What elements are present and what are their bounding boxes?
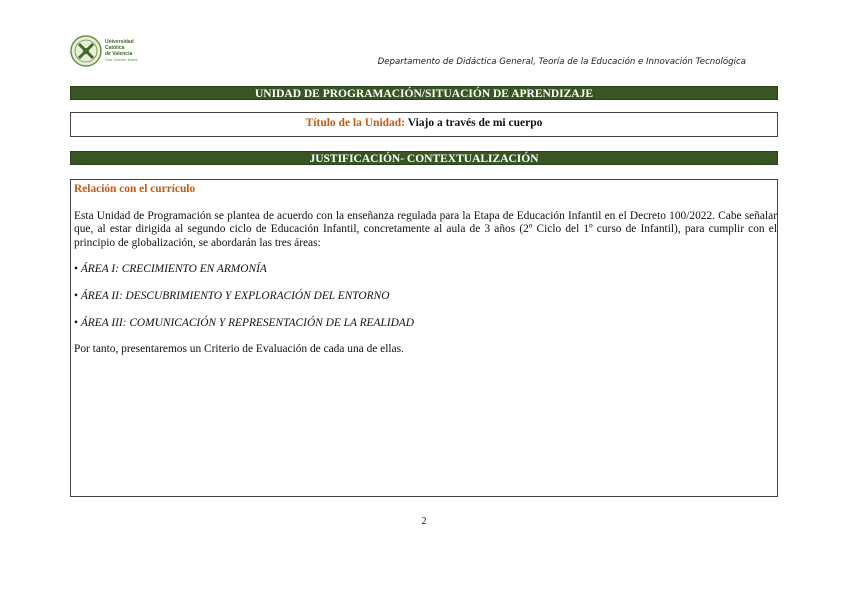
unit-heading-bar: UNIDAD DE PROGRAMACIÓN/SITUACIÓN DE APRENDIZAJE (70, 86, 778, 100)
area-item: • ÁREA III: COMUNICACIÓN Y REPRESENTACIÓN DE LA REALIDAD (74, 316, 414, 329)
justification-paragraph: Esta Unidad de Programación se plantea de acuerdo con la enseñanza regulada para la Etapa de Educación Infantil en el Decreto 100/2022. Cabe señalar que, al estar dirigida al segundo ciclo de Educación Infantil, concretamente al aula de 3 años (2º Ciclo del 1º curso de Infantil), para cumplir con el principio de globalización, se abordarán las tres áreas: (74, 209, 777, 249)
area-item-label: ÁREA I: CRECIMIENTO EN ARMONÍA (80, 263, 267, 276)
page-number: 2 (421, 516, 427, 527)
justification-heading-bar: JUSTIFICACIÓN- CONTEXTUALIZACIÓN (70, 151, 778, 165)
department-name: Departamento de Didáctica General, Teoría de la Educación e Innovación Tecnológica (377, 57, 746, 67)
university-seal-icon (70, 35, 102, 67)
closing-paragraph: Por tanto, presentaremos un Criterio de Evaluación de cada una de ellas. (74, 343, 404, 356)
logo-line-3: de Valencia (105, 51, 133, 57)
logo-line-4: San Vicente Mártir (105, 57, 138, 62)
area-item-label: ÁREA II: DESCUBRIMIENTO Y EXPLORACIÓN DEL ENTORNO (80, 289, 390, 302)
logo-line-2: Católica (105, 45, 125, 51)
area-item: • ÁREA II: DESCUBRIMIENTO Y EXPLORACIÓN DEL ENTORNO (74, 289, 390, 302)
area-item-label: ÁREA III: COMUNICACIÓN Y REPRESENTACIÓN DE LA REALIDAD (80, 316, 414, 329)
unit-title-box (70, 112, 778, 137)
logo-wordmark (105, 39, 138, 63)
curriculum-subheading: Relación con el currículo (74, 183, 196, 195)
unit-title-value: Viajo a través de mi cuerpo (407, 117, 543, 129)
university-logo (70, 35, 150, 67)
justification-content-box (70, 179, 778, 497)
unit-title-label: Título de la Unidad: (305, 117, 406, 129)
area-item: • ÁREA I: CRECIMIENTO EN ARMONÍA (74, 263, 267, 276)
logo-line-1: Universidad (105, 39, 134, 45)
